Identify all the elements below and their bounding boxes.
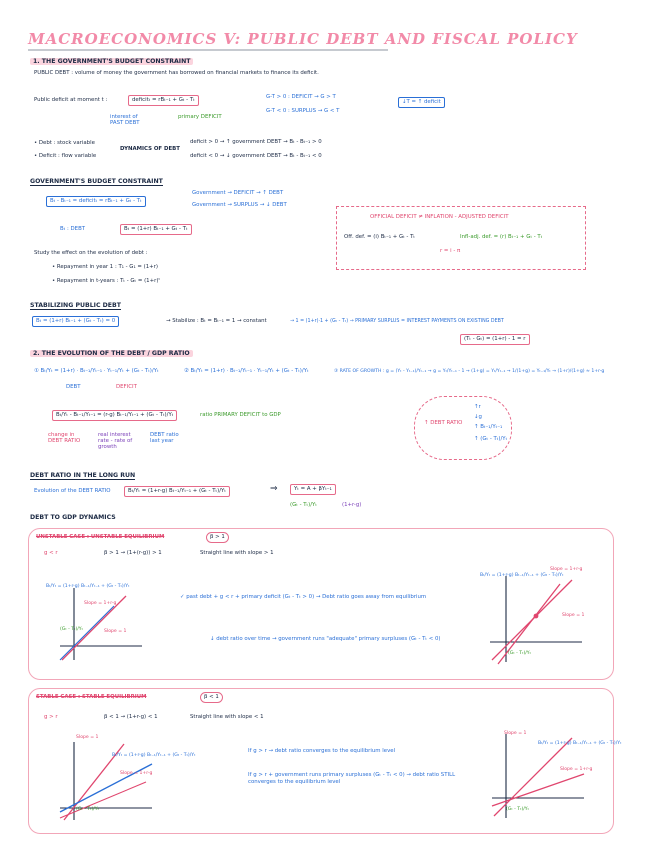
section-heading-stabilizing: STABILIZING PUBLIC DEBT [30,302,121,309]
repayment-year-1: • Repayment in year 1 : T₁ - G₁ = (1+r) [52,264,158,270]
interest-past-debt-label: interest of PAST DEBT [110,114,140,126]
unstable-straight-line: Straight line with slope > 1 [200,550,274,556]
unstable-left-intercept: (Gₜ - Tₜ)/Yₜ [60,627,83,632]
surplus-case: G-T < 0 : SURPLUS → G < T [266,108,340,114]
study-effect: Study the effect on the evolution of debt : [34,250,148,256]
unstable-beta-tag: β > 1 [206,532,229,543]
adjusted-deficit-equation: Infl-adj. def. = (r) Bₜ₋₁ + Gₜ - Tₜ [460,234,543,240]
deficit-flow-variable: • Deficit : flow variable [34,153,97,159]
implies-arrow: ⇒ [270,484,278,494]
dynamics-increase: deficit > 0 → ↑ government DEBT → Bₜ - Bₜ₋₁ > 0 [190,139,322,145]
unstable-case-title: UNSTABLE CASE : UNSTABLE EQUILIBRIUM [36,534,165,540]
stable-left-intercept: (Gₜ - Tₜ)/Yₜ [76,807,99,812]
bt-equation: Bₜ = (1+r) Bₜ₋₁ + Gₜ - Tₜ [120,224,192,235]
long-run-equation: Bₜ/Yₜ = (1+r-g) Bₜ₋₁/Yₜ₋₁ + (Gₜ - Tₜ)/Yₜ [124,486,230,497]
stable-chart-left [56,738,156,824]
public-debt-definition: PUBLIC DEBT : volume of money the government has borrowed on financial markets to finance its deficit. [34,70,319,76]
unstable-left-slope-rg: Slope = 1+r-g [84,601,117,606]
section-heading-long-run: DEBT RATIO IN THE LONG RUN [30,472,136,479]
evolution-debt-ratio: Evolution of the DEBT RATIO [34,488,111,494]
unstable-g-less-r: g < r [44,550,58,556]
unstable-right-intercept: (Gₜ - Tₜ)/Yₜ [508,651,531,656]
primary-deficit-label: primary DEFICIT [178,114,222,120]
unstable-note-surpluses: ↓ debt ratio over time → government runs "adequate" primary surpluses (Gₜ - Tₜ < 0) [210,636,441,642]
unstable-right-slope-1: Slope = 1 [562,613,585,618]
gov-deficit-debt: Government → DEFICIT → ↑ DEBT [192,190,284,196]
driver-primary-deficit: ↑ (Gₜ - Tₜ)/Yₜ [474,436,508,442]
stabilize-result: (Tₜ - Gₜ) = (1+r) - 1 = r [460,334,530,345]
dynamics-of-debt: DYNAMICS OF DEBT [120,146,180,152]
stable-straight-line: Straight line with slope < 1 [190,714,264,720]
driver-g: ↓g [474,414,482,420]
section-heading-gdp-dynamics: DEBT TO GDP DYNAMICS [30,514,116,521]
repayment-t-years: • Repayment in t-years : Tₜ - Gₜ = (1+r)ᵗ [52,278,161,284]
unstable-left-slope-1: Slope = 1 [104,629,127,634]
stable-left-axis-eq: Bₜ/Yₜ = (1+r-g) Bₜ₋₁/Yₜ₋₁ + (Gₜ - Tₜ)/Yₜ [112,753,196,758]
deficit-label: Public deficit at moment t : [34,97,108,103]
stable-left-slope-1: Slope = 1 [76,735,99,740]
budget-constraint-equation: Bₜ - Bₜ₋₁ = deficitₜ = rBₜ₋₁ + Gₜ - Tₜ [46,196,146,207]
real-rate-minus-growth: real interest rate - rate of growth [98,432,133,450]
stable-right-axis-eq: Bₜ/Yₜ = (1+r-g) Bₜ₋₁/Yₜ₋₁ + (Gₜ - Tₜ)/Yₜ [538,741,622,746]
page-title: MACROECONOMICS V: PUBLIC DEBT AND FISCAL POLICY [28,30,578,48]
real-rate-equation: r = i - π [440,248,461,254]
unstable-chart-left [56,584,146,664]
stable-case-title: STABLE CASE : STABLE EQUILIBRIUM [36,694,147,700]
tax-deficit-note: ↓T = ↑ deficit [398,97,445,108]
official-deficit-equation: Off. def. = (i) Bₜ₋₁ + Gₜ - Tₜ [344,234,415,240]
section-heading-debt-gdp: 2. THE EVOLUTION OF THE DEBT / GDP RATIO [30,350,193,357]
intercept-a: (Gₜ - Tₜ)/Yₜ [290,502,317,508]
section-heading-budget-constraint: 1. THE GOVERNMENT'S BUDGET CONSTRAINT [30,58,193,65]
deficit-formula: deficitₜ = rBₜ₋₁ + Gₜ - Tₜ [128,95,199,106]
debt-ratio-change-equation: Bₜ/Yₜ - Bₜ₋₁/Yₜ₋₁ = (r-g) Bₜ₋₁/Yₜ₋₁ + (Gₜ - Tₜ)/Yₜ [52,410,177,421]
section-heading-gov-budget: GOVERNMENT'S BUDGET CONSTRAINT [30,178,163,185]
unstable-beta-condition: β > 1 → (1+(r-g)) > 1 [104,550,162,556]
equation-step-3: ③ RATE OF GROWTH : g = (Yₜ - Yₜ₋₁)/Yₜ₋₁ → g = Yₜ/Yₜ₋₁ - 1 → (1+g) = Yₜ/Yₜ₋₁ → 1/(1+g) = Yₜ₋₁/Yₜ → (1+r)/(1+g) ≈ 1+r-g [334,369,605,374]
debt-tag: DEBT [66,384,81,390]
unstable-right-axis-eq: Bₜ/Yₜ = (1+r-g) Bₜ₋₁/Yₜ₋₁ + (Gₜ - Tₜ)/Yₜ [480,573,564,578]
stable-right-slope-rg: Slope = 1+r-g [560,767,593,772]
debt-ratio-up: ↑ DEBT RATIO [424,420,463,426]
stable-right-intercept: (Gₜ - Tₜ)/Yₜ [506,807,529,812]
official-vs-adjusted: OFFICIAL DEFICIT ≠ INFLATION - ADJUSTED DEFICIT [370,214,509,220]
unstable-note-past-debt: ✓ past debt + g < r + primary deficit (Gₜ - Tₜ > 0) → Debt ratio goes away from equilibrium [180,594,427,600]
slope-b: (1+r-g) [342,502,362,508]
stable-note-converges: If g > r → debt ratio converges to the equilibrium level [248,748,396,754]
stable-beta-tag: β < 1 [200,692,223,703]
equation-step-2: ② Bₜ/Yₜ = (1+r) · Bₜ₋₁/Yₜ₋₁ · Yₜ₋₁/Yₜ + (Gₜ - Tₜ)/Yₜ [184,368,309,374]
unstable-chart-right [486,572,586,668]
unstable-left-axis-eq: Bₜ/Yₜ = (1+r-g) Bₜ₋₁/Yₜ₋₁ + (Gₜ - Tₜ)/Yₜ [46,584,130,589]
stable-beta-condition: β < 1 → (1+r-g) < 1 [104,714,158,720]
stable-left-slope-rg: Slope = 1+r-g [120,771,153,776]
debt-stock-variable: • Debt : stock variable [34,140,95,146]
driver-past-debt: ↑ Bₜ₋₁/Yₜ₋₁ [474,424,503,430]
driver-r: ↑r [474,404,481,410]
stabilize-constant: → Stabilize : Bₜ = Bₜ₋₁ = 1 → constant [166,318,267,324]
gov-surplus-debt: Government → SURPLUS → ↓ DEBT [192,202,287,208]
deficit-case: G-T > 0 : DEFICIT → G > T [266,94,336,100]
dynamics-decrease: deficit < 0 → ↓ government DEBT → Bₜ - Bₜ₋₁ < 0 [190,153,322,159]
unstable-right-slope-rg: Slope = 1+r-g [550,567,583,572]
stable-note-surpluses: If g > r + government runs primary surpluses (Gₜ - Tₜ < 0) → debt ratio STILL converges to the equilibrium level [248,772,456,785]
debt-ratio-last-year: DEBT ratio last year [150,432,179,444]
primary-surplus-interest: → 1 = (1+r)·1 + (Gₜ - Tₜ) → PRIMARY SURPLUS = INTEREST PAYMENTS ON EXISTING DEBT [290,319,504,324]
stabilize-equation: Bₜ = (1+r) Bₜ₋₁ + (Gₜ - Tₜ) = 0 [32,316,119,327]
primary-deficit-ratio-note: ratio PRIMARY DEFICIT to GDP [200,412,281,418]
stable-g-greater-r: g > r [44,714,58,720]
linear-form: Yₜ = A + βYₜ₋₁ [290,484,336,495]
bt-debt-label: Bₜ : DEBT [60,226,86,232]
equation-step-1: ① Bₜ/Yₜ = (1+r) · Bₜ₋₁/Yₜ₋₁ · Yₜ₋₁/Yₜ + (Gₜ - Tₜ)/Yₜ [34,368,159,374]
deficit-tag: DEFICIT [116,384,137,390]
change-debt-ratio: change in DEBT RATIO [48,432,81,444]
stable-right-slope-1: Slope = 1 [504,731,527,736]
